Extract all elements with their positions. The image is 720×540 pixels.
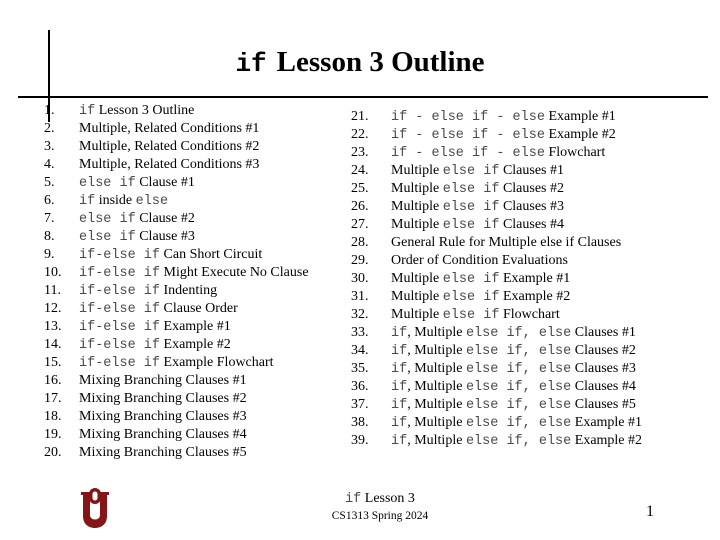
- code-keyword: else if: [442, 164, 500, 179]
- item-text: Multiple: [391, 217, 443, 232]
- outline-item-text: [391, 108, 616, 127]
- code-keyword: else if: [79, 212, 136, 227]
- item-text: Mixing Branching Clauses #2: [79, 391, 247, 406]
- slide-footer: [270, 491, 490, 522]
- outline-item-text: [391, 306, 560, 325]
- outline-item-number: 4.: [44, 157, 55, 172]
- item-text: , Multiple: [407, 379, 466, 394]
- outline-item-text: [391, 432, 642, 451]
- outline-item-text: [79, 354, 274, 373]
- outline-item-text: [391, 414, 642, 433]
- outline-item-text: [391, 234, 621, 252]
- item-text: Clause #3: [135, 229, 195, 244]
- outline-item-text: [391, 288, 570, 307]
- item-text: Multiple: [391, 307, 443, 322]
- outline-item-text: [79, 444, 247, 462]
- code-keyword: if-else if: [79, 338, 161, 353]
- outline-item-text: [79, 264, 309, 283]
- footer-course: CS1313 Spring 2024: [331, 510, 429, 522]
- outline-item-number: 7.: [44, 211, 55, 226]
- item-text: Example #1: [544, 109, 616, 124]
- footer-code: if: [345, 492, 362, 507]
- item-text: Clauses #4: [499, 217, 565, 232]
- outline-item-text: [79, 390, 247, 408]
- outline-item-number: 31.: [351, 289, 369, 304]
- item-text: Clauses #2: [499, 181, 565, 196]
- outline-item-number: 22.: [351, 127, 369, 142]
- outline-item-number: 2.: [44, 121, 55, 136]
- item-text: , Multiple: [407, 433, 466, 448]
- outline-item-number: 32.: [351, 307, 369, 322]
- item-text: , Multiple: [407, 361, 466, 376]
- outline-item-number: 39.: [351, 433, 369, 448]
- outline-item-number: 20.: [44, 445, 62, 460]
- code-keyword: else if, else: [465, 380, 572, 395]
- outline-item-number: 13.: [44, 319, 62, 334]
- outline-item-text: [79, 372, 247, 390]
- item-text: Might Execute No Clause: [160, 265, 309, 280]
- outline-item-text: [79, 282, 217, 301]
- outline-item-text: [391, 360, 636, 379]
- outline-item-number: 11.: [44, 283, 61, 298]
- item-text: Mixing Branching Clauses #3: [79, 409, 247, 424]
- title-text: Lesson 3 Outline: [276, 46, 485, 78]
- code-keyword: else if: [442, 272, 500, 287]
- code-keyword: if: [391, 398, 408, 413]
- code-keyword: if: [391, 434, 408, 449]
- item-text: Lesson 3 Outline: [95, 103, 195, 118]
- code-keyword: if-else if: [79, 266, 161, 281]
- outline-item-number: 14.: [44, 337, 62, 352]
- outline-item-number: 26.: [351, 199, 369, 214]
- code-keyword: if: [391, 416, 408, 431]
- outline-item-number: 10.: [44, 265, 62, 280]
- outline-item-number: 16.: [44, 373, 62, 388]
- outline-item-number: 30.: [351, 271, 369, 286]
- outline-item-number: 33.: [351, 325, 369, 340]
- outline-item-number: 3.: [44, 139, 55, 154]
- page-number: 1: [646, 503, 654, 520]
- code-keyword: else if, else: [465, 326, 572, 341]
- outline-item-number: 21.: [351, 109, 369, 124]
- code-keyword: else if, else: [465, 344, 572, 359]
- item-text: Example #2: [544, 127, 616, 142]
- item-text: Clauses #3: [499, 199, 565, 214]
- item-text: Multiple: [391, 289, 443, 304]
- item-text: Example Flowchart: [160, 355, 274, 370]
- code-keyword: if - else if - else: [391, 146, 545, 161]
- outline-item-number: 29.: [351, 253, 369, 268]
- item-text: , Multiple: [407, 397, 466, 412]
- item-text: Mixing Branching Clauses #5: [79, 445, 247, 460]
- code-keyword: else if, else: [465, 416, 572, 431]
- outline-item-text: [391, 198, 564, 217]
- outline-item-text: [391, 378, 636, 397]
- item-text: Multiple: [391, 271, 443, 286]
- code-keyword: else if, else: [465, 434, 572, 449]
- outline-item-text: [391, 180, 564, 199]
- item-text: Clauses #1: [571, 325, 636, 340]
- outline-item-number: 6.: [44, 193, 55, 208]
- code-keyword: if-else if: [79, 320, 161, 335]
- outline-item-number: 15.: [44, 355, 62, 370]
- outline-item-text: [79, 408, 247, 426]
- outline-item-text: [79, 210, 195, 229]
- item-text: Multiple, Related Conditions #2: [79, 139, 260, 154]
- item-text: Example #2: [160, 337, 231, 352]
- code-keyword: if-else if: [79, 284, 161, 299]
- item-text: Example #2: [499, 289, 571, 304]
- outline-item-text: [391, 324, 636, 343]
- outline-item-text: [79, 138, 259, 156]
- outline-item-number: 24.: [351, 163, 369, 178]
- item-text: Multiple: [391, 163, 443, 178]
- outline-item-text: [79, 156, 259, 174]
- code-keyword: if - else if - else: [391, 128, 545, 143]
- title-code: if: [235, 49, 267, 79]
- code-keyword: if-else if: [79, 248, 161, 263]
- outline-item-number: 27.: [351, 217, 369, 232]
- outline-item-text: [391, 342, 636, 361]
- outline-item-number: 38.: [351, 415, 369, 430]
- code-keyword: if - else if - else: [391, 110, 545, 125]
- slide-title: [0, 46, 720, 79]
- outline-item-text: [79, 336, 231, 355]
- item-text: Mixing Branching Clauses #4: [79, 427, 247, 442]
- code-keyword: if: [391, 362, 408, 377]
- footer-title: [270, 491, 490, 507]
- code-keyword: else if: [79, 230, 136, 245]
- item-text: Example #1: [499, 271, 571, 286]
- outline-item-text: [79, 120, 259, 138]
- item-text: inside: [95, 193, 136, 208]
- outline-item-text: [391, 270, 570, 289]
- outline-item-number: 35.: [351, 361, 369, 376]
- code-keyword: if: [79, 104, 96, 119]
- item-text: Clause #1: [135, 175, 195, 190]
- code-keyword: else if: [442, 218, 500, 233]
- code-keyword: if: [79, 194, 96, 209]
- item-text: Flowchart: [544, 145, 606, 160]
- ou-logo-icon: [78, 488, 112, 530]
- outline-item-number: 5.: [44, 175, 55, 190]
- outline-item-text: [79, 174, 195, 193]
- item-text: Example #2: [571, 433, 643, 448]
- item-text: Multiple, Related Conditions #3: [79, 157, 260, 172]
- code-keyword: if-else if: [79, 356, 161, 371]
- item-text: Indenting: [160, 283, 218, 298]
- item-text: Example #1: [571, 415, 643, 430]
- item-text: Mixing Branching Clauses #1: [79, 373, 247, 388]
- item-text: Clauses #1: [499, 163, 565, 178]
- code-keyword: if: [391, 344, 408, 359]
- outline-item-text: [391, 126, 616, 145]
- outline-item-text: [391, 396, 636, 415]
- outline-item-text: [79, 228, 195, 247]
- code-keyword: else if, else: [465, 362, 572, 377]
- item-text: , Multiple: [407, 343, 466, 358]
- item-text: Multiple, Related Conditions #1: [79, 121, 260, 136]
- outline-item-text: [79, 426, 247, 444]
- code-keyword: else if: [442, 200, 500, 215]
- outline-item-number: 34.: [351, 343, 369, 358]
- code-keyword: if: [391, 326, 408, 341]
- item-text: Clauses #2: [571, 343, 636, 358]
- outline-item-number: 18.: [44, 409, 62, 424]
- outline-item-number: 1.: [44, 103, 55, 118]
- horizontal-rule: [18, 96, 708, 98]
- outline-item-text: [79, 300, 238, 319]
- outline-item-number: 12.: [44, 301, 62, 316]
- outline-item-number: 23.: [351, 145, 369, 160]
- outline-item-text: [391, 252, 568, 270]
- outline-item-text: [391, 216, 564, 235]
- item-text: , Multiple: [407, 325, 466, 340]
- item-text: Clause Order: [160, 301, 238, 316]
- item-text: Multiple: [391, 199, 443, 214]
- code-keyword: else if: [442, 290, 500, 305]
- outline-item-number: 25.: [351, 181, 369, 196]
- outline-item-text: [79, 192, 168, 211]
- item-text: Clauses #3: [571, 361, 636, 376]
- code-keyword: if-else if: [79, 302, 161, 317]
- outline-item-text: [391, 162, 564, 181]
- item-text: Clauses #5: [571, 397, 636, 412]
- item-text: Can Short Circuit: [160, 247, 263, 262]
- item-text: Multiple: [391, 181, 443, 196]
- code-keyword: else if: [442, 308, 500, 323]
- item-text: Example #1: [160, 319, 231, 334]
- item-text: Order of Condition Evaluations: [391, 253, 568, 268]
- outline-item-text: [79, 246, 262, 265]
- outline-item-text: [79, 318, 231, 337]
- outline-item-text: [391, 144, 605, 163]
- item-text: , Multiple: [407, 415, 466, 430]
- item-text: Clause #2: [135, 211, 195, 226]
- code-keyword: else if: [79, 176, 136, 191]
- code-keyword: else if, else: [465, 398, 572, 413]
- code-keyword: if: [391, 380, 408, 395]
- outline-item-number: 19.: [44, 427, 62, 442]
- code-keyword: else if: [442, 182, 500, 197]
- code-keyword: else: [135, 194, 169, 209]
- outline-item-text: [79, 102, 194, 121]
- outline-item-number: 17.: [44, 391, 62, 406]
- outline-item-number: 36.: [351, 379, 369, 394]
- outline-item-number: 9.: [44, 247, 55, 262]
- footer-text: Lesson 3: [361, 491, 415, 506]
- item-text: General Rule for Multiple else if Clauses: [391, 235, 622, 250]
- outline-item-number: 37.: [351, 397, 369, 412]
- outline-item-number: 28.: [351, 235, 369, 250]
- outline-item-number: 8.: [44, 229, 55, 244]
- item-text: Clauses #4: [571, 379, 636, 394]
- item-text: Flowchart: [499, 307, 560, 322]
